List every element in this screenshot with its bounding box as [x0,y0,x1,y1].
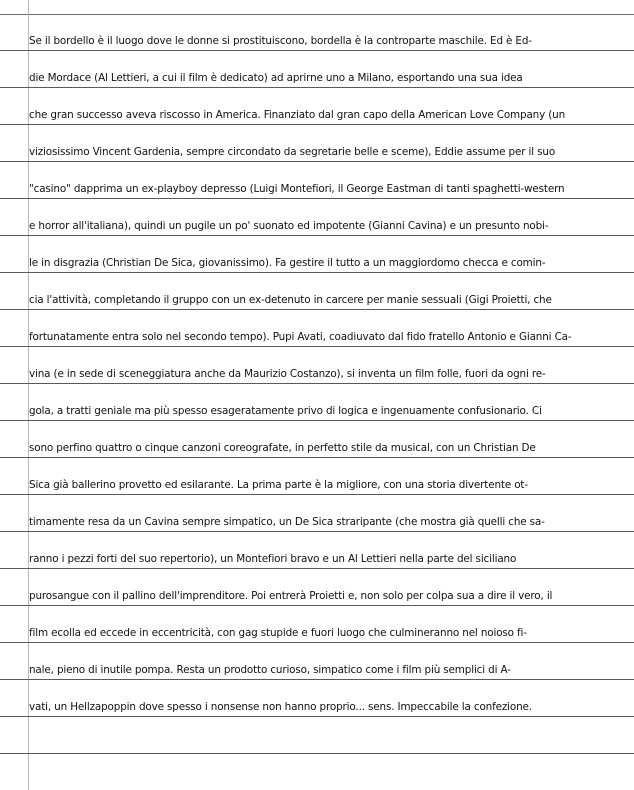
ruled-line [0,88,634,125]
text-line: le in disgrazia (Christian De Sica, giovanissimo). Fa gestire il tutto a un maggiordomo checca e comin- [29,257,546,269]
ruled-line [0,643,634,680]
ruled-line [0,236,634,273]
text-line: vina (e in sede di sceneggiatura anche da Maurizio Costanzo), si inventa un film folle, fuori da ogni re- [29,368,546,380]
ruled-line [0,532,634,569]
text-line: cia l'attività, completando il gruppo con un ex-detenuto in carcere per manie sessuali (Gigi Proietti, che [29,294,552,306]
ruled-line [0,125,634,162]
text-line: Se il bordello è il luogo dove le donne si prostituiscono, bordella è la controparte maschile. Ed è Ed- [29,35,532,47]
text-line: film ecolla ed eccede in eccentricità, con gag stupide e fuori luogo che culmineranno nel noioso fi- [29,627,527,639]
text-line: sono perfino quattro o cinque canzoni coreografate, in perfetto stile da musical, con un Christian De [29,442,536,454]
ruled-line [0,162,634,199]
text-line: che gran successo aveva riscosso in America. Finanziato dal gran capo della American Love Company (un [29,109,566,121]
ruled-line [0,717,634,754]
ruled-line [0,458,634,495]
text-line: purosangue con il pallino dell'imprenditore. Poi entrerà Proietti e, non solo per colpa sua a dire il vero, il [29,590,553,602]
ruled-line [0,754,634,790]
ruled-line [0,14,634,51]
handwritten-text-body [0,14,634,790]
text-line: vati, un Hellzapoppin dove spesso i nonsense non hanno proprio... sens. Impeccabile la confezione. [29,701,532,713]
text-line: viziosissimo Vincent Gardenia, sempre circondato da segretarie belle e sceme), Eddie assume per il suo [29,146,556,158]
text-line: fortunatamente entra solo nel secondo tempo). Pupi Avati, coadiuvato dal fido fratello Antonio e Gianni Ca- [29,331,572,343]
text-line: die Mordace (Al Lettieri, a cui il film è dedicato) ad aprirne uno a Milano, esportando una sua idea [29,72,523,84]
ruled-line [0,273,634,310]
ruled-line [0,347,634,384]
ruled-line [0,421,634,458]
text-line: gola, a tratti geniale ma più spesso esageratamente privo di logica e ingenuamente confusionario. Ci [29,405,542,417]
ruled-line [0,569,634,606]
ruled-line [0,310,634,347]
text-line: nale, pieno di inutile pompa. Resta un prodotto curioso, simpatico come i film più semplici di A- [29,664,511,676]
ruled-line [0,495,634,532]
ruled-line [0,680,634,717]
text-line: e horror all'italiana), quindi un pugile un po' suonato ed impotente (Gianni Cavina) e un presunto nobi- [29,220,549,232]
ruled-line [0,384,634,421]
text-line: timamente resa da un Cavina sempre simpatico, un De Sica straripante (che mostra già quelli che sa- [29,516,545,528]
text-line: "casino" dapprima un ex-playboy depresso (Luigi Montefiori, il George Eastman di tanti spaghetti-western [29,183,565,195]
ruled-line [0,199,634,236]
text-line: ranno i pezzi forti del suo repertorio), un Montefiori bravo e un Al Lettieri nella parte del siciliano [29,553,517,565]
ruled-line [0,51,634,88]
text-line: Sica già ballerino provetto ed esilarante. La prima parte è la migliore, con una storia divertente ot- [29,479,528,491]
ruled-line [0,606,634,643]
